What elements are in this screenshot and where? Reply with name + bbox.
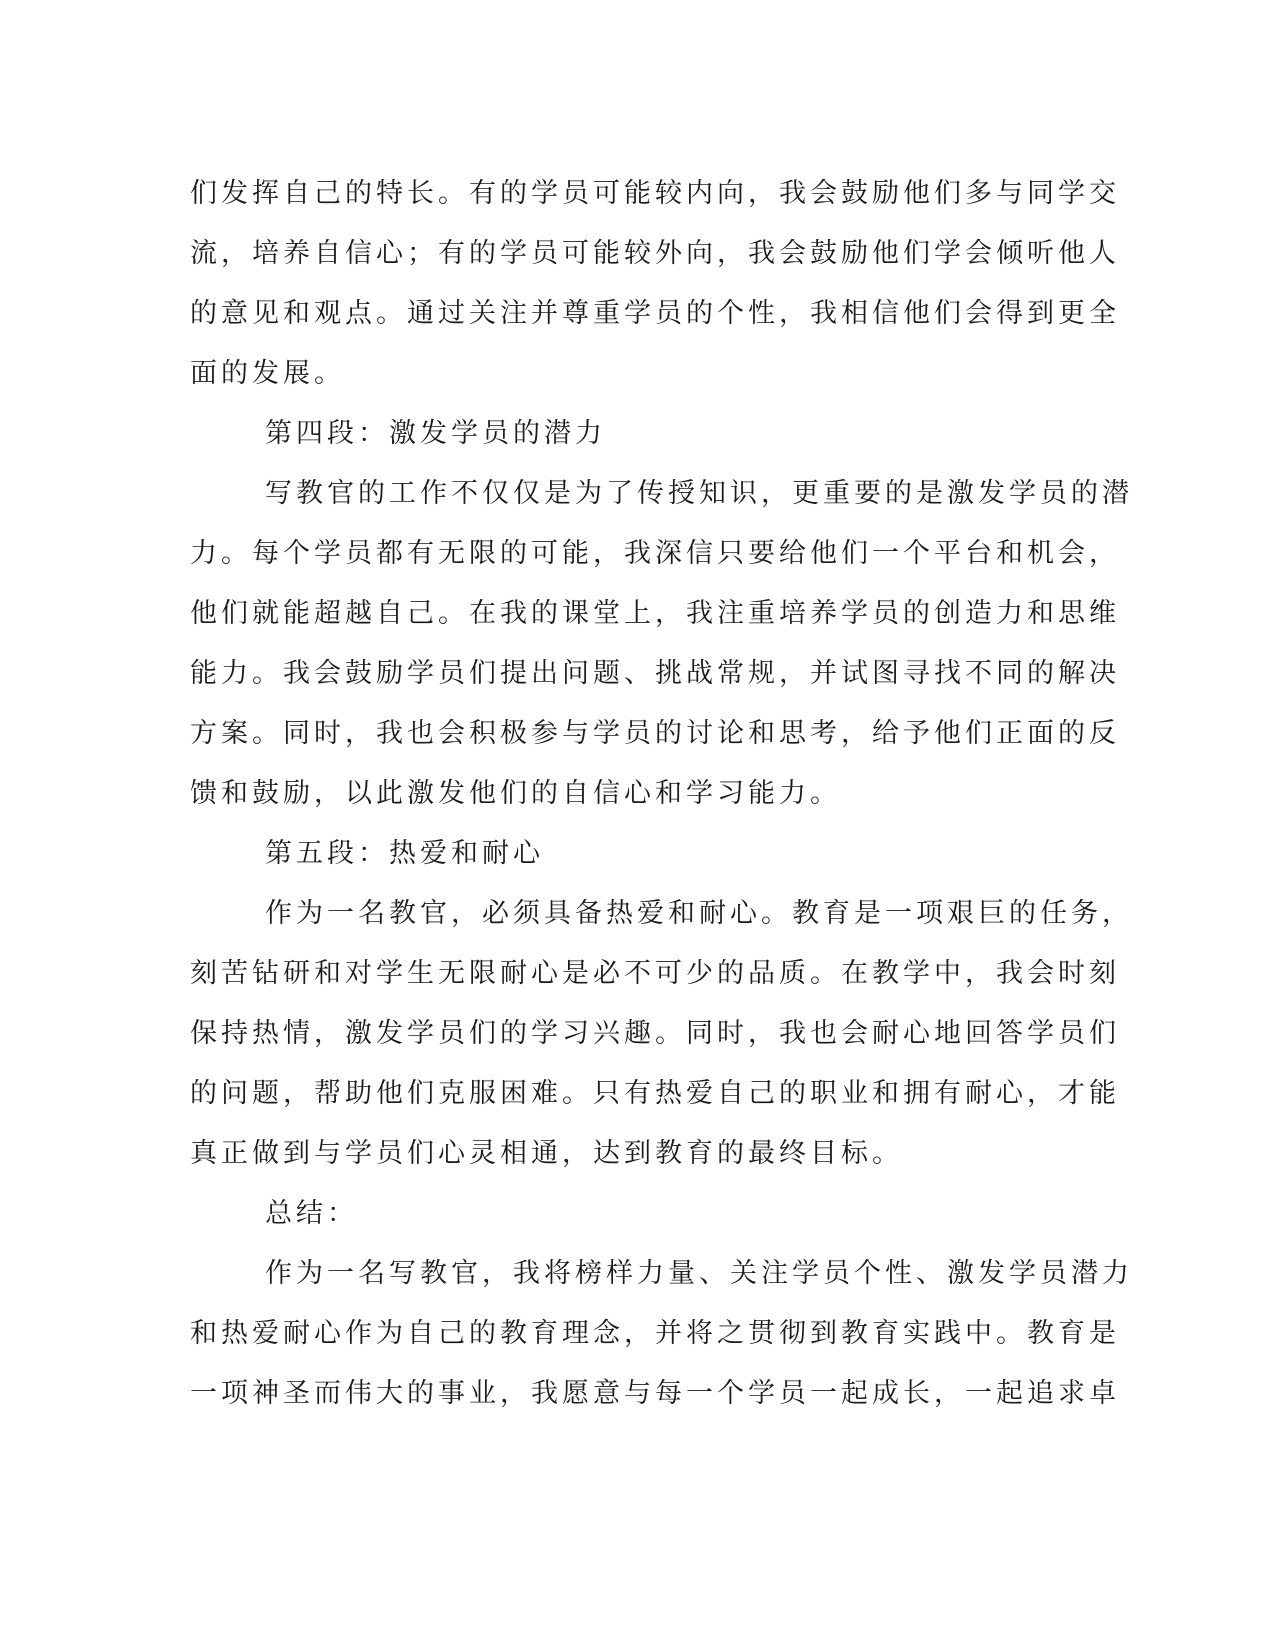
text-line: 他们就能超越自己。在我的课堂上，我注重培养学员的创造力和思维: [190, 598, 1120, 629]
document-body: [190, 164, 1133, 1424]
text-line: 流，培养自信心；有的学员可能较外向，我会鼓励他们学会倾听他人: [190, 238, 1120, 269]
text-line: 的问题，帮助他们克服困难。只有热爱自己的职业和拥有耐心，才能: [190, 1078, 1120, 1109]
text-line: 的意见和观点。通过关注并尊重学员的个性，我相信他们会得到更全: [190, 298, 1120, 329]
text-line: 保持热情，激发学员们的学习兴趣。同时，我也会耐心地回答学员们: [190, 1018, 1120, 1049]
text-line: 作为一名写教官，我将榜样力量、关注学员个性、激发学员潜力: [265, 1258, 1133, 1289]
section-heading: 总结：: [265, 1198, 358, 1229]
text-line: 能力。我会鼓励学员们提出问题、挑战常规，并试图寻找不同的解决: [190, 658, 1120, 689]
section-heading: 第五段：热爱和耐心: [265, 838, 544, 869]
text-line: 一项神圣而伟大的事业，我愿意与每一个学员一起成长，一起追求卓: [190, 1378, 1120, 1409]
text-line: 面的发展。: [190, 358, 345, 389]
text-line: 真正做到与学员们心灵相通，达到教育的最终目标。: [190, 1138, 903, 1169]
text-line: 写教官的工作不仅仅是为了传授知识，更重要的是激发学员的潜: [265, 478, 1133, 509]
text-line: 方案。同时，我也会积极参与学员的讨论和思考，给予他们正面的反: [190, 718, 1120, 749]
text-line: 作为一名教官，必须具备热爱和耐心。教育是一项艰巨的任务，: [265, 898, 1133, 929]
section-heading: 第四段：激发学员的潜力: [265, 418, 606, 449]
text-line: 们发挥自己的特长。有的学员可能较内向，我会鼓励他们多与同学交: [190, 178, 1120, 209]
text-line: 和热爱耐心作为自己的教育理念，并将之贯彻到教育实践中。教育是: [190, 1318, 1120, 1349]
text-line: 力。每个学员都有无限的可能，我深信只要给他们一个平台和机会，: [190, 538, 1120, 569]
text-line: 馈和鼓励，以此激发他们的自信心和学习能力。: [190, 778, 841, 809]
text-line: 刻苦钻研和对学生无限耐心是必不可少的品质。在教学中，我会时刻: [190, 958, 1120, 989]
